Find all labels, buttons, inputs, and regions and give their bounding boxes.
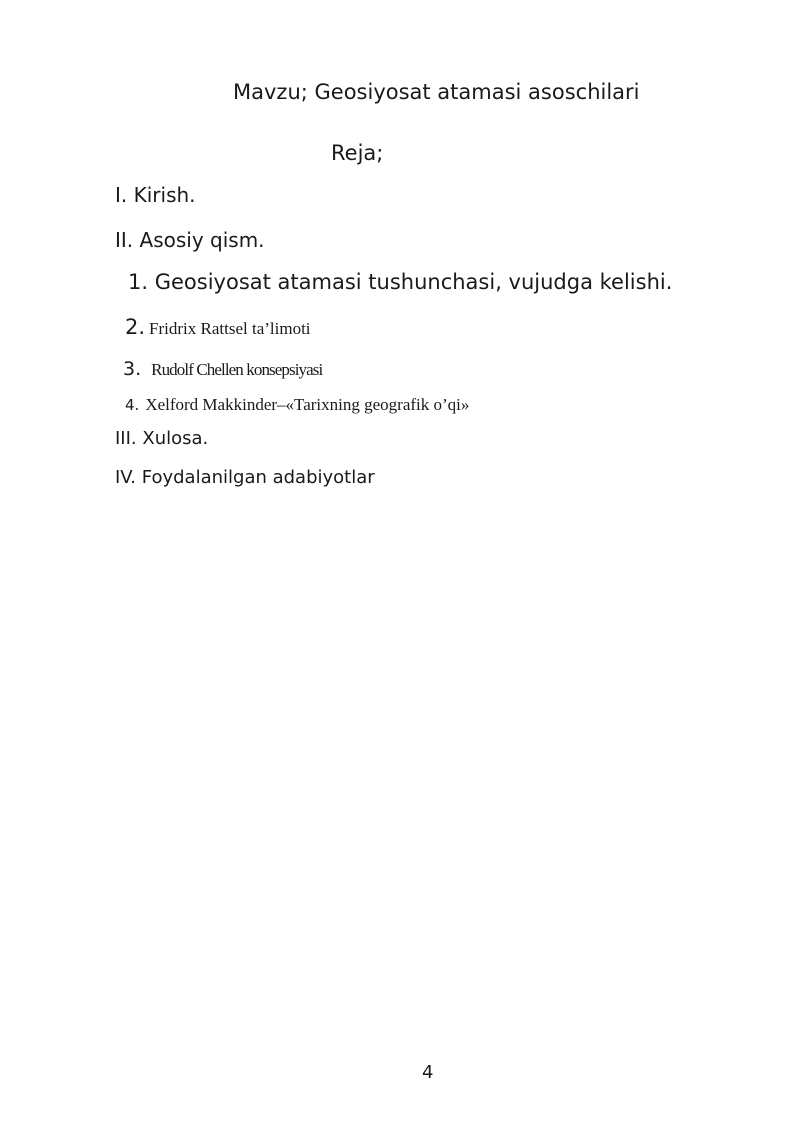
- subitem-text: Xelford Makkinder–«Tarixning geografik o’qi»: [145, 395, 470, 414]
- plan-item-conclusion: III. Xulosa.: [115, 428, 209, 449]
- document-title: Mavzu; Geosiyosat atamasi asoschilari: [233, 80, 640, 104]
- plan-item-main-part: II. Asosiy qism.: [115, 228, 265, 252]
- plan-subitem-4: [125, 395, 469, 415]
- subitem-text: Geosiyosat atamasi tushunchasi, vujudga kelishi.: [154, 270, 673, 294]
- subitem-text: Fridrix Rattsel ta’limoti: [149, 319, 311, 338]
- subitem-number: 3.: [123, 358, 142, 380]
- plan-item-introduction: I. Kirish.: [115, 183, 196, 207]
- subitem-number: 2.: [125, 315, 146, 339]
- plan-heading: Reja;: [331, 141, 384, 165]
- plan-subitem-2: [125, 315, 311, 339]
- plan-subitem-3: [123, 358, 322, 380]
- plan-item-references: IV. Foydalanilgan adabiyotlar: [115, 467, 375, 488]
- plan-subitem-1: [128, 270, 672, 294]
- subitem-text: Rudolf Chellen konsepsiyasi: [151, 360, 323, 379]
- subitem-number: 4.: [125, 396, 140, 414]
- subitem-number: 1.: [128, 270, 149, 294]
- page-number: 4: [422, 1062, 434, 1083]
